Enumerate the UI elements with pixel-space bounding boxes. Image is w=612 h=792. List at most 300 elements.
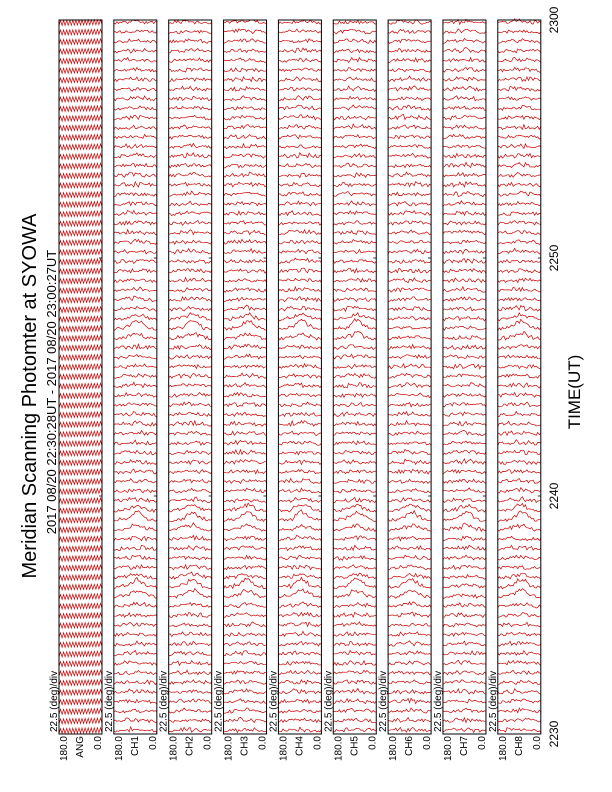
trace-ch6-41	[388, 336, 431, 340]
trace-ch5-9	[333, 641, 376, 646]
channel-label: CH6	[404, 736, 416, 757]
trace-ch8-10	[498, 632, 541, 636]
trace-ch7-9	[443, 641, 486, 646]
trace-ch3-73	[224, 29, 267, 34]
trace-ch4-61	[278, 145, 321, 149]
trace-ch1-38	[114, 364, 157, 369]
channel-label: CH1	[129, 736, 141, 757]
trace-ch2-1	[169, 719, 212, 722]
trace-ch1-45	[114, 296, 157, 302]
trace-ch1-10	[114, 632, 157, 636]
trace-ch5-41	[333, 332, 376, 341]
trace-ch1-18	[114, 555, 157, 559]
trace-ch1-15	[114, 578, 157, 589]
trace-ch4-73	[278, 29, 321, 33]
trace-ch4-43	[278, 313, 321, 321]
trace-ch6-3	[388, 698, 431, 703]
trace-ch7-58	[443, 173, 486, 177]
trace-ch5-33	[333, 412, 376, 417]
trace-ang-46	[59, 288, 102, 294]
trace-ch7-13	[443, 603, 486, 608]
trace-ch6-18	[388, 555, 431, 559]
trace-ch5-45	[333, 298, 376, 302]
trace-ang-61	[59, 144, 102, 150]
trace-ch6-26	[388, 479, 431, 483]
trace-ch8-44	[498, 306, 541, 312]
x-axis-label: TIME(UT)	[565, 354, 584, 430]
trace-ch3-36	[224, 383, 267, 388]
trace-ch5-48	[333, 268, 376, 273]
trace-ch5-22	[333, 511, 376, 521]
trace-ang-51	[59, 240, 102, 246]
trace-ch4-39	[278, 355, 321, 359]
trace-ch3-2	[224, 708, 267, 713]
trace-ch6-40	[388, 345, 431, 350]
panels-group	[49, 6, 561, 761]
trace-ch2-67	[169, 86, 212, 91]
trace-ang-53	[59, 221, 102, 227]
trace-ch6-38	[388, 364, 431, 369]
trace-ch2-52	[169, 230, 212, 235]
x-tick-label: 2300	[546, 6, 561, 34]
trace-ch4-59	[278, 164, 321, 168]
trace-ch1-12	[114, 613, 157, 618]
trace-ch8-45	[498, 298, 541, 302]
trace-ch1-31	[114, 431, 157, 436]
angle-tick-bottom: 0.0	[422, 736, 434, 750]
scale-label: 22.5 (deg)/div	[103, 670, 115, 732]
trace-ch7-28	[443, 459, 486, 464]
trace-ch5-19	[333, 545, 376, 550]
trace-ch6-23	[388, 504, 431, 512]
trace-ch2-72	[169, 39, 212, 43]
trace-ch7-31	[443, 431, 486, 436]
trace-ch6-37	[388, 373, 431, 378]
trace-ch7-6	[443, 671, 486, 675]
trace-ang-60	[59, 154, 102, 160]
trace-ch2-27	[169, 470, 212, 474]
trace-ch7-60	[443, 154, 486, 159]
trace-ch4-60	[278, 153, 321, 158]
trace-ch4-67	[278, 87, 321, 91]
trace-ch8-58	[498, 173, 541, 178]
trace-ch5-64	[333, 116, 376, 120]
trace-ch7-45	[443, 297, 486, 301]
trace-ch6-34	[388, 403, 431, 407]
trace-ch8-27	[498, 470, 541, 474]
trace-ch6-70	[388, 58, 431, 63]
trace-ch3-57	[224, 182, 267, 187]
trace-ch8-33	[498, 412, 541, 417]
trace-ch1-36	[114, 382, 157, 387]
trace-ch8-73	[498, 30, 541, 34]
trace-ang-13	[59, 603, 102, 609]
trace-ch2-65	[169, 106, 212, 110]
scale-label: 22.5 (deg)/div	[213, 670, 225, 732]
trace-ang-9	[59, 642, 102, 648]
trace-ch5-68	[333, 77, 376, 81]
trace-ch1-41	[114, 333, 157, 340]
trace-ch3-31	[224, 431, 267, 435]
trace-ch2-36	[169, 384, 212, 387]
trace-ch6-11	[388, 623, 431, 627]
trace-ch3-48	[224, 269, 267, 273]
trace-ch7-36	[443, 383, 486, 387]
trace-ch2-60	[169, 153, 212, 158]
trace-ch4-28	[278, 460, 321, 464]
trace-ang-14	[59, 594, 102, 600]
trace-ch8-59	[498, 163, 541, 168]
trace-ang-69	[59, 68, 102, 74]
angle-tick-bottom: 0.0	[147, 736, 159, 750]
channel-label: CH8	[513, 736, 525, 757]
trace-ch5-21	[333, 524, 376, 531]
trace-ch5-5	[333, 680, 376, 684]
trace-ch2-17	[169, 565, 212, 570]
trace-ang-15	[59, 584, 102, 590]
trace-ch6-63	[388, 125, 431, 129]
trace-ang-19	[59, 546, 102, 552]
trace-ch7-17	[443, 565, 486, 569]
trace-ch7-33	[443, 412, 486, 416]
trace-ch5-12	[333, 612, 376, 617]
trace-ch3-61	[224, 144, 267, 149]
trace-ch7-51	[443, 240, 486, 244]
trace-ch2-12	[169, 612, 212, 617]
trace-ch4-54	[278, 211, 321, 216]
trace-ch5-38	[333, 364, 376, 368]
trace-ch1-42	[114, 321, 157, 331]
trace-ch1-65	[114, 106, 157, 111]
trace-ch2-42	[169, 321, 212, 330]
trace-ang-17	[59, 565, 102, 571]
trace-ch1-5	[114, 680, 157, 684]
trace-ch6-17	[388, 565, 431, 570]
trace-ch5-53	[333, 221, 376, 226]
trace-ch3-27	[224, 470, 267, 474]
trace-ch8-37	[498, 374, 541, 378]
trace-ch4-5	[278, 680, 321, 684]
trace-ch8-46	[498, 287, 541, 292]
trace-ang-21	[59, 527, 102, 533]
trace-ch3-4	[224, 689, 267, 694]
trace-ch5-70	[333, 57, 376, 62]
trace-ch1-32	[114, 421, 157, 426]
trace-ang-12	[59, 613, 102, 619]
trace-ch4-25	[278, 488, 321, 493]
trace-ch2-39	[169, 355, 212, 359]
trace-ch5-47	[333, 278, 376, 283]
trace-ang-48	[59, 268, 102, 274]
trace-ch4-45	[278, 297, 321, 302]
angle-tick-top: 180.0	[278, 736, 290, 762]
angle-tick-bottom: 0.0	[93, 736, 104, 750]
trace-ch7-1	[443, 718, 486, 723]
x-tick-label: 2240	[546, 482, 561, 510]
trace-ch3-72	[224, 39, 267, 44]
trace-ch8-31	[498, 431, 541, 435]
trace-ch8-52	[498, 231, 541, 235]
trace-ch8-70	[498, 57, 541, 62]
trace-ch6-35	[388, 393, 431, 398]
trace-ch1-21	[114, 524, 157, 531]
trace-ch2-51	[169, 240, 212, 244]
trace-ch6-8	[388, 651, 431, 655]
trace-ch5-69	[333, 68, 376, 72]
trace-ch1-44	[114, 306, 157, 311]
trace-ch4-21	[278, 525, 321, 532]
trace-ch7-46	[443, 287, 486, 292]
trace-ch6-56	[388, 192, 431, 196]
trace-ch8-29	[498, 450, 541, 454]
trace-ch3-62	[224, 135, 267, 140]
trace-ch8-55	[498, 202, 541, 207]
trace-ch7-50	[443, 249, 486, 254]
trace-ch1-8	[114, 650, 157, 656]
trace-ang-10	[59, 632, 102, 638]
trace-ch2-7	[169, 661, 212, 666]
trace-ch1-48	[114, 269, 157, 273]
trace-ch3-49	[224, 260, 267, 263]
trace-ch4-31	[278, 431, 321, 435]
trace-ch7-49	[443, 259, 486, 264]
trace-ch6-58	[388, 172, 431, 177]
trace-ch7-19	[443, 545, 486, 550]
panel-ch6	[378, 20, 433, 761]
trace-ch8-24	[498, 497, 541, 503]
trace-ch2-55	[169, 201, 212, 206]
angle-tick-top: 180.0	[113, 736, 125, 762]
trace-ch1-53	[114, 221, 157, 225]
trace-ch2-6	[169, 670, 212, 675]
trace-ch3-37	[224, 373, 267, 378]
trace-ch2-66	[169, 96, 212, 100]
trace-ch5-44	[333, 306, 376, 311]
trace-ch4-37	[278, 374, 321, 379]
trace-ang-71	[59, 48, 102, 54]
trace-ch4-10	[278, 631, 321, 636]
trace-ch4-8	[278, 651, 321, 656]
trace-ang-33	[59, 412, 102, 418]
trace-ch3-42	[224, 321, 267, 330]
trace-ch3-70	[224, 58, 267, 63]
trace-ch5-0	[333, 728, 376, 732]
trace-ch4-2	[278, 710, 321, 713]
trace-ch3-35	[224, 393, 267, 398]
trace-ch1-28	[114, 460, 157, 465]
trace-ch4-48	[278, 268, 321, 273]
trace-ch6-54	[388, 211, 431, 215]
trace-ch6-42	[388, 327, 431, 330]
trace-ch3-69	[224, 68, 267, 72]
trace-ch4-66	[278, 96, 321, 101]
trace-ch2-53	[169, 221, 212, 226]
trace-ch5-10	[333, 632, 376, 636]
trace-ch3-68	[224, 77, 267, 82]
trace-ch7-40	[443, 345, 486, 349]
trace-ch7-53	[443, 221, 486, 225]
trace-ang-24	[59, 498, 102, 504]
trace-ch2-70	[169, 58, 212, 63]
trace-ch8-62	[498, 135, 541, 139]
trace-ch5-24	[333, 497, 376, 502]
trace-ch4-68	[278, 77, 321, 82]
trace-ch2-41	[169, 333, 212, 340]
trace-ch2-26	[169, 479, 212, 483]
trace-ch5-37	[333, 374, 376, 379]
trace-ch4-22	[278, 510, 321, 521]
trace-ch6-57	[388, 182, 431, 187]
trace-ang-22	[59, 517, 102, 523]
trace-ch4-6	[278, 670, 321, 674]
trace-ch6-39	[388, 355, 431, 359]
trace-ch4-24	[278, 498, 321, 503]
trace-ch3-51	[224, 239, 267, 244]
trace-ch7-72	[443, 38, 486, 43]
trace-ch5-51	[333, 240, 376, 245]
trace-ch5-20	[333, 536, 376, 541]
trace-ch8-53	[498, 221, 541, 226]
trace-ch3-28	[224, 460, 267, 465]
trace-ch3-32	[224, 421, 267, 426]
trace-ch1-2	[114, 709, 157, 713]
trace-ch1-33	[114, 412, 157, 417]
trace-ch1-29	[114, 450, 157, 455]
trace-ch7-55	[443, 201, 486, 207]
trace-ch1-1	[114, 718, 157, 723]
trace-ch4-0	[278, 727, 321, 732]
trace-ch3-66	[224, 96, 267, 101]
trace-ch7-37	[443, 374, 486, 378]
trace-ch3-19	[224, 546, 267, 550]
trace-ch8-54	[498, 212, 541, 215]
trace-ang-56	[59, 192, 102, 198]
angle-tick-bottom: 0.0	[531, 736, 543, 750]
trace-ch1-26	[114, 479, 157, 483]
trace-ch4-71	[278, 48, 321, 53]
trace-ch1-56	[114, 193, 157, 197]
trace-ch2-29	[169, 450, 212, 454]
trace-ch8-17	[498, 566, 541, 570]
trace-ch5-3	[333, 699, 376, 704]
trace-ch7-2	[443, 708, 486, 713]
trace-ch1-70	[114, 58, 157, 62]
trace-ch8-14	[498, 589, 541, 598]
trace-ch2-32	[169, 421, 212, 426]
trace-ch5-30	[333, 441, 376, 445]
trace-ch5-50	[333, 249, 376, 253]
trace-ch6-24	[388, 498, 431, 503]
trace-ch8-41	[498, 331, 541, 340]
trace-ch4-18	[278, 555, 321, 560]
trace-ch3-17	[224, 565, 267, 569]
trace-ch6-12	[388, 612, 431, 617]
trace-ch8-35	[498, 393, 541, 398]
trace-ch7-27	[443, 470, 486, 474]
trace-ch1-69	[114, 68, 157, 73]
trace-ch1-71	[114, 49, 157, 54]
trace-ang-3	[59, 699, 102, 705]
trace-ang-74	[59, 20, 102, 26]
trace-ch4-35	[278, 393, 321, 396]
angle-tick-bottom: 0.0	[257, 736, 269, 750]
trace-ch8-1	[498, 718, 541, 722]
trace-ch3-39	[224, 354, 267, 359]
trace-ch5-29	[333, 451, 376, 455]
trace-ch8-26	[498, 479, 541, 484]
trace-ch1-30	[114, 440, 157, 445]
trace-ang-58	[59, 173, 102, 179]
trace-ch1-40	[114, 344, 157, 349]
trace-ch3-1	[224, 717, 267, 722]
trace-ch2-22	[169, 512, 212, 521]
trace-ch7-11	[443, 623, 486, 627]
trace-ch7-24	[443, 498, 486, 502]
trace-ch2-8	[169, 651, 212, 655]
trace-ch4-16	[278, 574, 321, 579]
trace-ch5-26	[333, 479, 376, 483]
trace-ch7-39	[443, 355, 486, 359]
trace-ang-2	[59, 709, 102, 715]
trace-ch2-18	[169, 556, 212, 560]
trace-ch6-2	[388, 708, 431, 713]
trace-ch5-34	[333, 402, 376, 406]
trace-ch8-60	[498, 154, 541, 159]
trace-ch6-51	[388, 240, 431, 243]
trace-ch1-17	[114, 565, 157, 569]
trace-ch3-40	[224, 344, 267, 349]
trace-ch5-62	[333, 135, 376, 139]
trace-ang-30	[59, 441, 102, 447]
trace-ch5-63	[333, 124, 376, 130]
trace-ch6-10	[388, 632, 431, 636]
trace-ch1-27	[114, 469, 157, 474]
trace-ch7-30	[443, 441, 486, 445]
trace-ch4-19	[278, 546, 321, 551]
trace-ch6-68	[388, 76, 431, 82]
trace-ang-36	[59, 383, 102, 389]
trace-ch7-3	[443, 699, 486, 703]
trace-ch5-35	[333, 394, 376, 398]
trace-ch6-44	[388, 307, 431, 311]
trace-ch6-50	[388, 249, 431, 254]
trace-ang-37	[59, 374, 102, 380]
trace-ch8-30	[498, 440, 541, 446]
trace-ch4-12	[278, 612, 321, 617]
trace-ch8-34	[498, 402, 541, 407]
trace-ch8-12	[498, 613, 541, 618]
trace-ch2-15	[169, 579, 212, 589]
trace-ch8-64	[498, 116, 541, 120]
trace-ang-73	[59, 29, 102, 35]
trace-ch1-46	[114, 287, 157, 292]
trace-ch4-50	[278, 249, 321, 254]
trace-ch2-62	[169, 135, 212, 139]
trace-ch3-12	[224, 613, 267, 618]
trace-ch6-72	[388, 39, 431, 43]
trace-ch2-13	[169, 603, 212, 608]
trace-ang-4	[59, 689, 102, 695]
trace-ch3-29	[224, 450, 267, 455]
channel-label: CH5	[349, 736, 361, 757]
trace-ang-63	[59, 125, 102, 131]
trace-ang-11	[59, 622, 102, 628]
trace-ch8-39	[498, 355, 541, 359]
trace-ch3-45	[224, 297, 267, 302]
trace-ch1-63	[114, 125, 157, 129]
trace-ch5-11	[333, 622, 376, 627]
trace-ch2-48	[169, 269, 212, 273]
